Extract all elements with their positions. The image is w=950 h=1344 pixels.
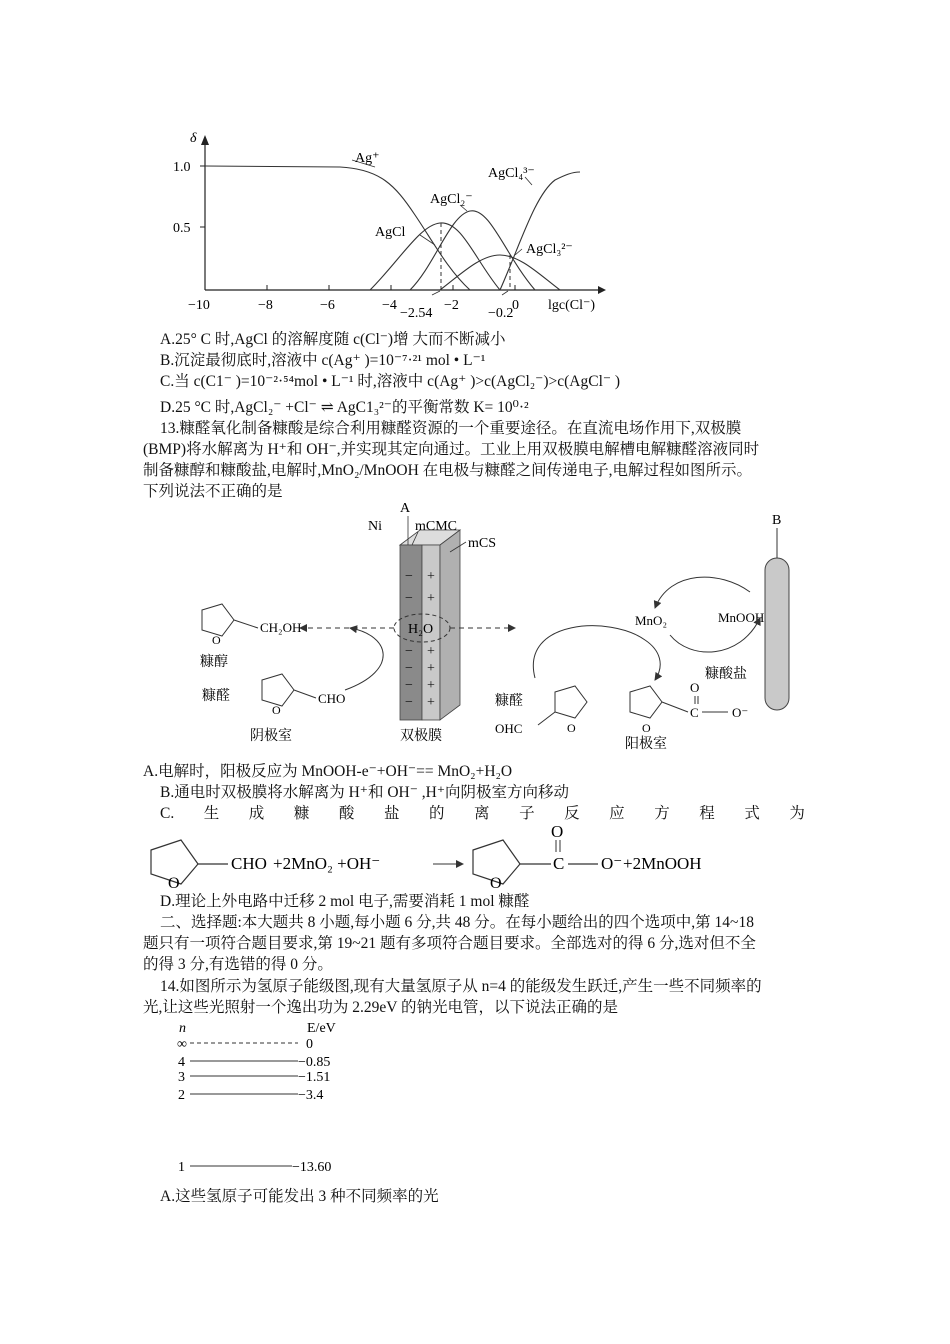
q12-option-d: D.25 °C 时,AgCl₂⁻ +Cl⁻ ⇌ AgC1₃²⁻的平衡常数 K= 10⁰·² — [160, 399, 529, 416]
svg-text:−: − — [405, 644, 413, 659]
level-e: −3.4 — [298, 1088, 324, 1103]
energy-level-diagram — [170, 1015, 380, 1180]
furfuryl-alcohol-label: 糠醇 — [200, 655, 228, 670]
y-axis-label: δ — [190, 131, 197, 146]
label-ag: Ag⁺ — [355, 151, 380, 166]
x-tick: −4 — [382, 298, 397, 313]
x-tick: −2 — [444, 298, 459, 313]
level-n: 3 — [178, 1070, 185, 1085]
level-e: −0.85 — [298, 1055, 331, 1070]
ni-label: Ni — [368, 519, 382, 534]
svg-text:−: − — [405, 678, 413, 693]
level-n: 2 — [178, 1088, 185, 1103]
q14-stem-line-1: 14.如图所示为氢原子能级图,现有大量氢原子从 n=4 的能级发生跃迁,产生一些不同频率的 — [160, 978, 762, 995]
q14-stem-line-2: 光,让这些光照射一个逸出功为 2.29eV 的钠光电管，以下说法正确的是 — [143, 999, 619, 1016]
svg-text:−: − — [405, 661, 413, 676]
svg-text:+: + — [427, 661, 435, 676]
level-n: 1 — [178, 1160, 185, 1175]
q12-option-c: C.当 c(C1⁻ )=10⁻²·⁵⁴mol • L⁻¹ 时,溶液中 c(Ag⁺ )>c(AgCl₂⁻)>c(AgCl⁻ ) — [160, 373, 621, 390]
o-minus-label: O⁻ — [732, 705, 749, 720]
q13-option-d: D.理论上外电路中迁移 2 mol 电子,需要消耗 1 mol 糠醛 — [160, 893, 530, 910]
svg-text:+: + — [427, 591, 435, 606]
q14-option-a: A.这些氢原子可能发出 3 种不同频率的光 — [160, 1188, 439, 1205]
q13-stem-line-4: 下列说法不正确的是 — [143, 483, 283, 500]
mno2-label: MnO₂ — [635, 613, 667, 628]
eq-cho: CHO — [231, 854, 267, 873]
electrolysis-diagram — [150, 500, 810, 755]
label-agcl4: AgCl₄³⁻ — [488, 166, 535, 181]
e-header: E/eV — [307, 1021, 336, 1036]
level-e: −1.51 — [298, 1070, 331, 1085]
carbonyl-o: O — [690, 680, 700, 695]
ch2oh-label: CH₂OH — [260, 620, 302, 635]
section2-line-3: 的得 3 分,有选错的得 0 分。 — [143, 956, 333, 973]
section2-line-2: 题只有一项符合题目要求,第 19~21 题有多项符合题目要求。全部选对的得 6 分,选对但不全 — [143, 935, 756, 952]
level-n: 4 — [178, 1055, 185, 1070]
svg-text:O: O — [490, 875, 502, 892]
svg-text:+: + — [427, 678, 435, 693]
furfural-right-label: 糠醛 — [495, 694, 523, 709]
svg-text:C: C — [553, 854, 565, 873]
furfural-left-label: 糠醛 — [202, 689, 230, 704]
ring-o: O — [272, 703, 281, 717]
n-header: n — [179, 1021, 186, 1036]
curve-agcl4 — [500, 172, 580, 290]
carboxyl-c: C — [690, 705, 699, 720]
h2o-label: H₂O — [408, 622, 434, 637]
svg-text:O: O — [168, 875, 180, 892]
q13-stem-line-1: 13.糠醛氧化制备糠酸是综合利用糠醛资源的一个重要途径。在直流电场作用下,双极膜 — [160, 420, 742, 437]
svg-text:−: − — [405, 569, 413, 584]
level-e: 0 — [306, 1037, 313, 1052]
y-tick-05: 0.5 — [173, 221, 191, 236]
q13-option-c-text: C. 生 成 糠 酸 盐 的 离 子 反 应 方 程 式 为 — [160, 805, 805, 822]
x-tick: −10 — [188, 298, 210, 313]
q13-option-b: B.通电时双极膜将水解离为 H⁺和 OH⁻ ,H⁺向阴极室方向移动 — [160, 784, 570, 801]
anode-room-label: 阳极室 — [625, 737, 667, 752]
bipolar-membrane-label: 双极膜 — [400, 729, 442, 744]
q13-stem-line-2: (BMP)将水解离为 H⁺和 OH⁻,并实现其定向通过。工业上用双极膜电解槽电解糠醛溶液同时 — [143, 441, 760, 458]
a-label: A — [400, 501, 411, 516]
svg-text:−: − — [405, 591, 413, 606]
eq-o-minus: O⁻ — [601, 854, 623, 873]
x-tick: −6 — [320, 298, 335, 313]
marker-label: −2.54 — [400, 306, 433, 321]
eq-tail: +2MnOOH — [623, 854, 702, 873]
marker-label: −0.2 — [488, 306, 514, 321]
q13-stem-line-3: 制备糠醇和糠酸盐,电解时,MnO₂/MnOOH 在电极与糠醛之间传递电子,电解过程如图所示。 — [143, 462, 753, 479]
cathode-room-label: 阴极室 — [250, 729, 292, 744]
q12-option-a: A.25° C 时,AgCl 的溶解度随 c(Cl⁻)增 大而不断减小 — [160, 331, 506, 348]
curve-agcl3 — [440, 255, 560, 290]
ring-o: O — [567, 721, 576, 735]
label-agcl: AgCl — [375, 225, 406, 240]
ohc-label: OHC — [495, 721, 523, 736]
svg-text:+: + — [427, 569, 435, 584]
ring-o: O — [642, 721, 651, 735]
section2-line-1: 二、选择题:本大题共 8 小题,每小题 6 分,共 48 分。在每小题给出的四个选项中,第 14~18 — [160, 914, 754, 931]
mcs-label: mCS — [468, 536, 497, 551]
mnooh-label: MnOOH — [718, 610, 765, 625]
x-tick: −8 — [258, 298, 273, 313]
b-label: B — [772, 513, 782, 528]
svg-text:+: + — [427, 695, 435, 710]
label-agcl3: AgCl₃²⁻ — [526, 242, 573, 257]
x-axis-label: lgc(Cl⁻) — [548, 298, 596, 313]
level-n: ∞ — [177, 1037, 187, 1052]
level-e: −13.60 — [292, 1160, 332, 1175]
curve-ag — [205, 166, 470, 290]
label-agcl2: AgCl₂⁻ — [430, 192, 473, 207]
svg-text:O: O — [551, 822, 564, 841]
eq-plus: +2MnO₂ +OH⁻ — [273, 854, 381, 873]
cho-label: CHO — [318, 691, 346, 706]
q12-option-b: B.沉淀最彻底时,溶液中 c(Ag⁺ )=10⁻⁷·²¹ mol • L⁻¹ — [160, 352, 486, 369]
svg-text:−: − — [405, 695, 413, 710]
svg-text:+: + — [427, 644, 435, 659]
ionic-equation — [143, 822, 763, 892]
distribution-graph — [170, 125, 610, 325]
y-tick-1: 1.0 — [173, 160, 191, 175]
x-tick: 0 — [512, 298, 519, 313]
ring-o: O — [212, 633, 221, 647]
mcmc-label: mCMC — [415, 519, 458, 534]
furoate-label: 糠酸盐 — [705, 667, 747, 682]
q13-option-a: A.电解时，阳极反应为 MnOOH-e⁻+OH⁻== MnO₂+H₂O — [143, 763, 513, 780]
